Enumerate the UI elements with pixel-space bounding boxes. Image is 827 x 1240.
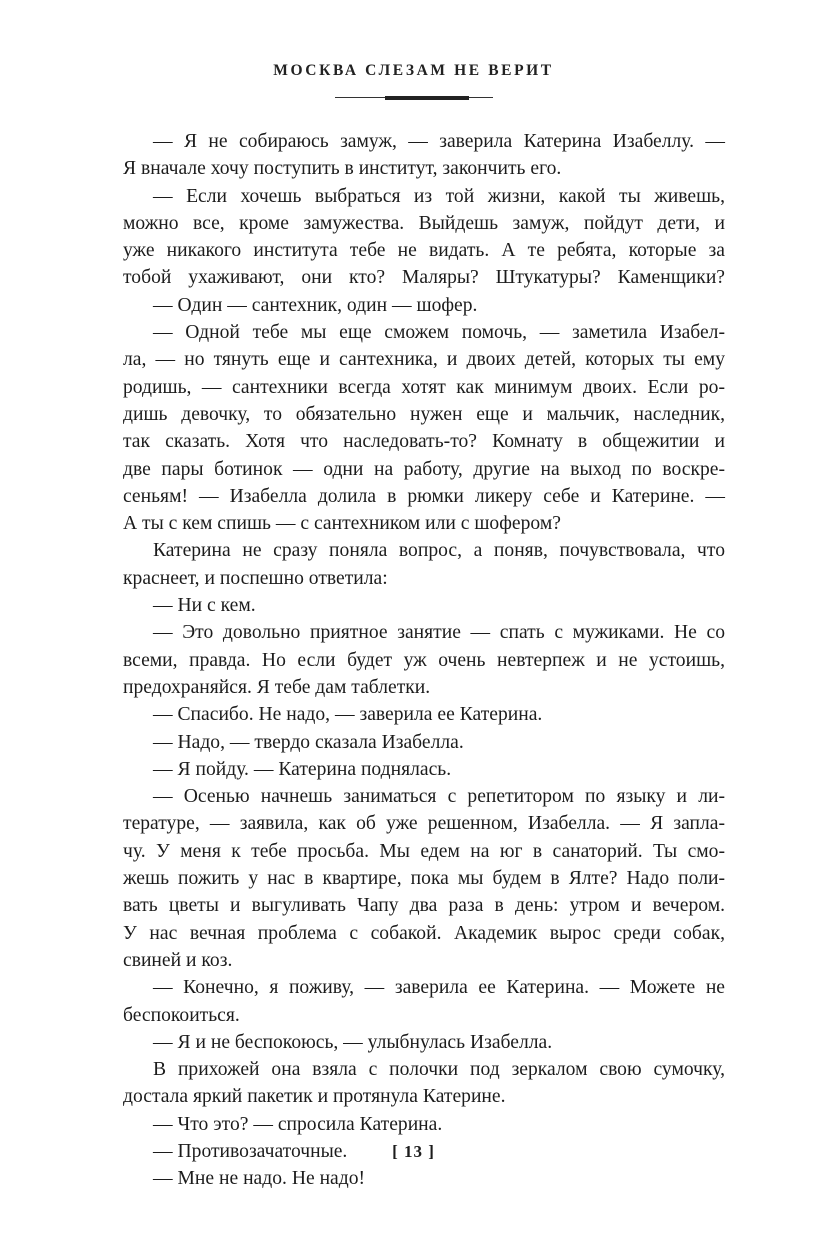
text-line: В прихожей она взяла с полочки под зеркалом свою сумочку,: [153, 1059, 725, 1081]
body-text: [123, 128, 725, 1193]
text-line: — Надо, — твердо сказала Изабелла.: [153, 731, 464, 753]
page-header: [0, 62, 827, 101]
text-line: Катерина не сразу поняла вопрос, а поняв, почувствовала, что: [153, 540, 725, 562]
text-line: дишь девочку, то обязательно нужен еще и мальчик, наследник,: [123, 403, 725, 425]
text-line: чу. У меня к тебе просьба. Мы едем на юг в санаторий. Ты смо-: [123, 840, 725, 862]
text-line: можно все, кроме замужества. Выйдешь замуж, пойдут дети, и: [123, 212, 725, 234]
text-line: так сказать. Хотя что наследовать-то? Комнату в общежитии и: [123, 431, 725, 453]
text-line: — Спасибо. Не надо, — заверила ее Катерина.: [153, 704, 543, 726]
text-line: — Ни с кем.: [153, 595, 256, 617]
text-line: предохраняйся. Я тебе дам таблетки.: [123, 676, 431, 698]
text-line: ла, — но тянуть еще и сантехника, и двоих детей, которых ты ему: [123, 349, 725, 371]
text-line: уже никакого института тебе не видать. А те ребята, которые за: [123, 240, 725, 262]
text-line: — Один — сантехник, один — шофер.: [153, 294, 478, 316]
text-line: тературе, — заявила, как об уже решенном, Изабелла. — Я запла-: [123, 813, 725, 835]
text-line: — Противозачаточные.: [153, 1140, 348, 1162]
text-line: две пары ботинок — одни на работу, другие на выход по воскре-: [123, 458, 725, 480]
header-rule-thick: [385, 96, 469, 100]
text-line: А ты с кем спишь — с сантехником или с шофером?: [123, 513, 561, 535]
header-rule: [335, 94, 493, 101]
text-line: Я вначале хочу поступить в институт, закончить его.: [123, 158, 562, 180]
text-line: сеньям! — Изабелла долила в рюмки ликеру себе и Катерине. —: [123, 485, 725, 507]
text-line: — Осенью начнешь заниматься с репетитором по языку и ли-: [153, 786, 725, 808]
text-line: — Конечно, я поживу, — заверила ее Катерина. — Можете не: [153, 977, 725, 999]
text-line: жешь пожить у нас в квартире, пока мы будем в Ялте? Надо поли-: [123, 868, 725, 890]
text-line: — Если хочешь выбраться из той жизни, какой ты живешь,: [153, 185, 725, 207]
text-line: — Я и не беспокоюсь, — улыбнулась Изабелла.: [153, 1031, 553, 1053]
text-line: — Одной тебе мы еще сможем помочь, — заметила Изабел-: [153, 322, 725, 344]
text-line: — Что это? — спросила Катерина.: [153, 1113, 443, 1135]
text-line: родишь, — сантехники всегда хотят как минимум двоих. Если ро-: [123, 376, 725, 398]
page-number: [ 13 ]: [392, 1142, 435, 1161]
text-line: краснеет, и поспешно ответила:: [123, 567, 388, 589]
text-line: свиней и коз.: [123, 949, 233, 971]
text-line: достала яркий пакетик и протянула Катерине.: [123, 1086, 506, 1108]
text-line: — Я пойду. — Катерина поднялась.: [153, 758, 452, 780]
text-line: — Это довольно приятное занятие — спать с мужиками. Не со: [153, 622, 725, 644]
text-line: — Мне не надо. Не надо!: [153, 1168, 366, 1190]
text-line: — Я не собираюсь замуж, — заверила Катерина Изабеллу. —: [153, 131, 725, 152]
text-line: беспокоиться.: [123, 1004, 240, 1026]
text-line: вать цветы и выгуливать Чапу два раза в день: утром и вечером.: [123, 895, 725, 917]
text-line: тобой ухаживают, они кто? Маляры? Штукатуры? Каменщики?: [123, 267, 725, 289]
text-line: У нас вечная проблема с собакой. Академик вырос среди собак,: [123, 922, 725, 944]
running-title: МОСКВА СЛЕЗАМ НЕ ВЕРИТ: [273, 62, 554, 79]
text-line: всеми, правда. Но если будет уж очень невтерпеж и не устоишь,: [123, 649, 725, 671]
